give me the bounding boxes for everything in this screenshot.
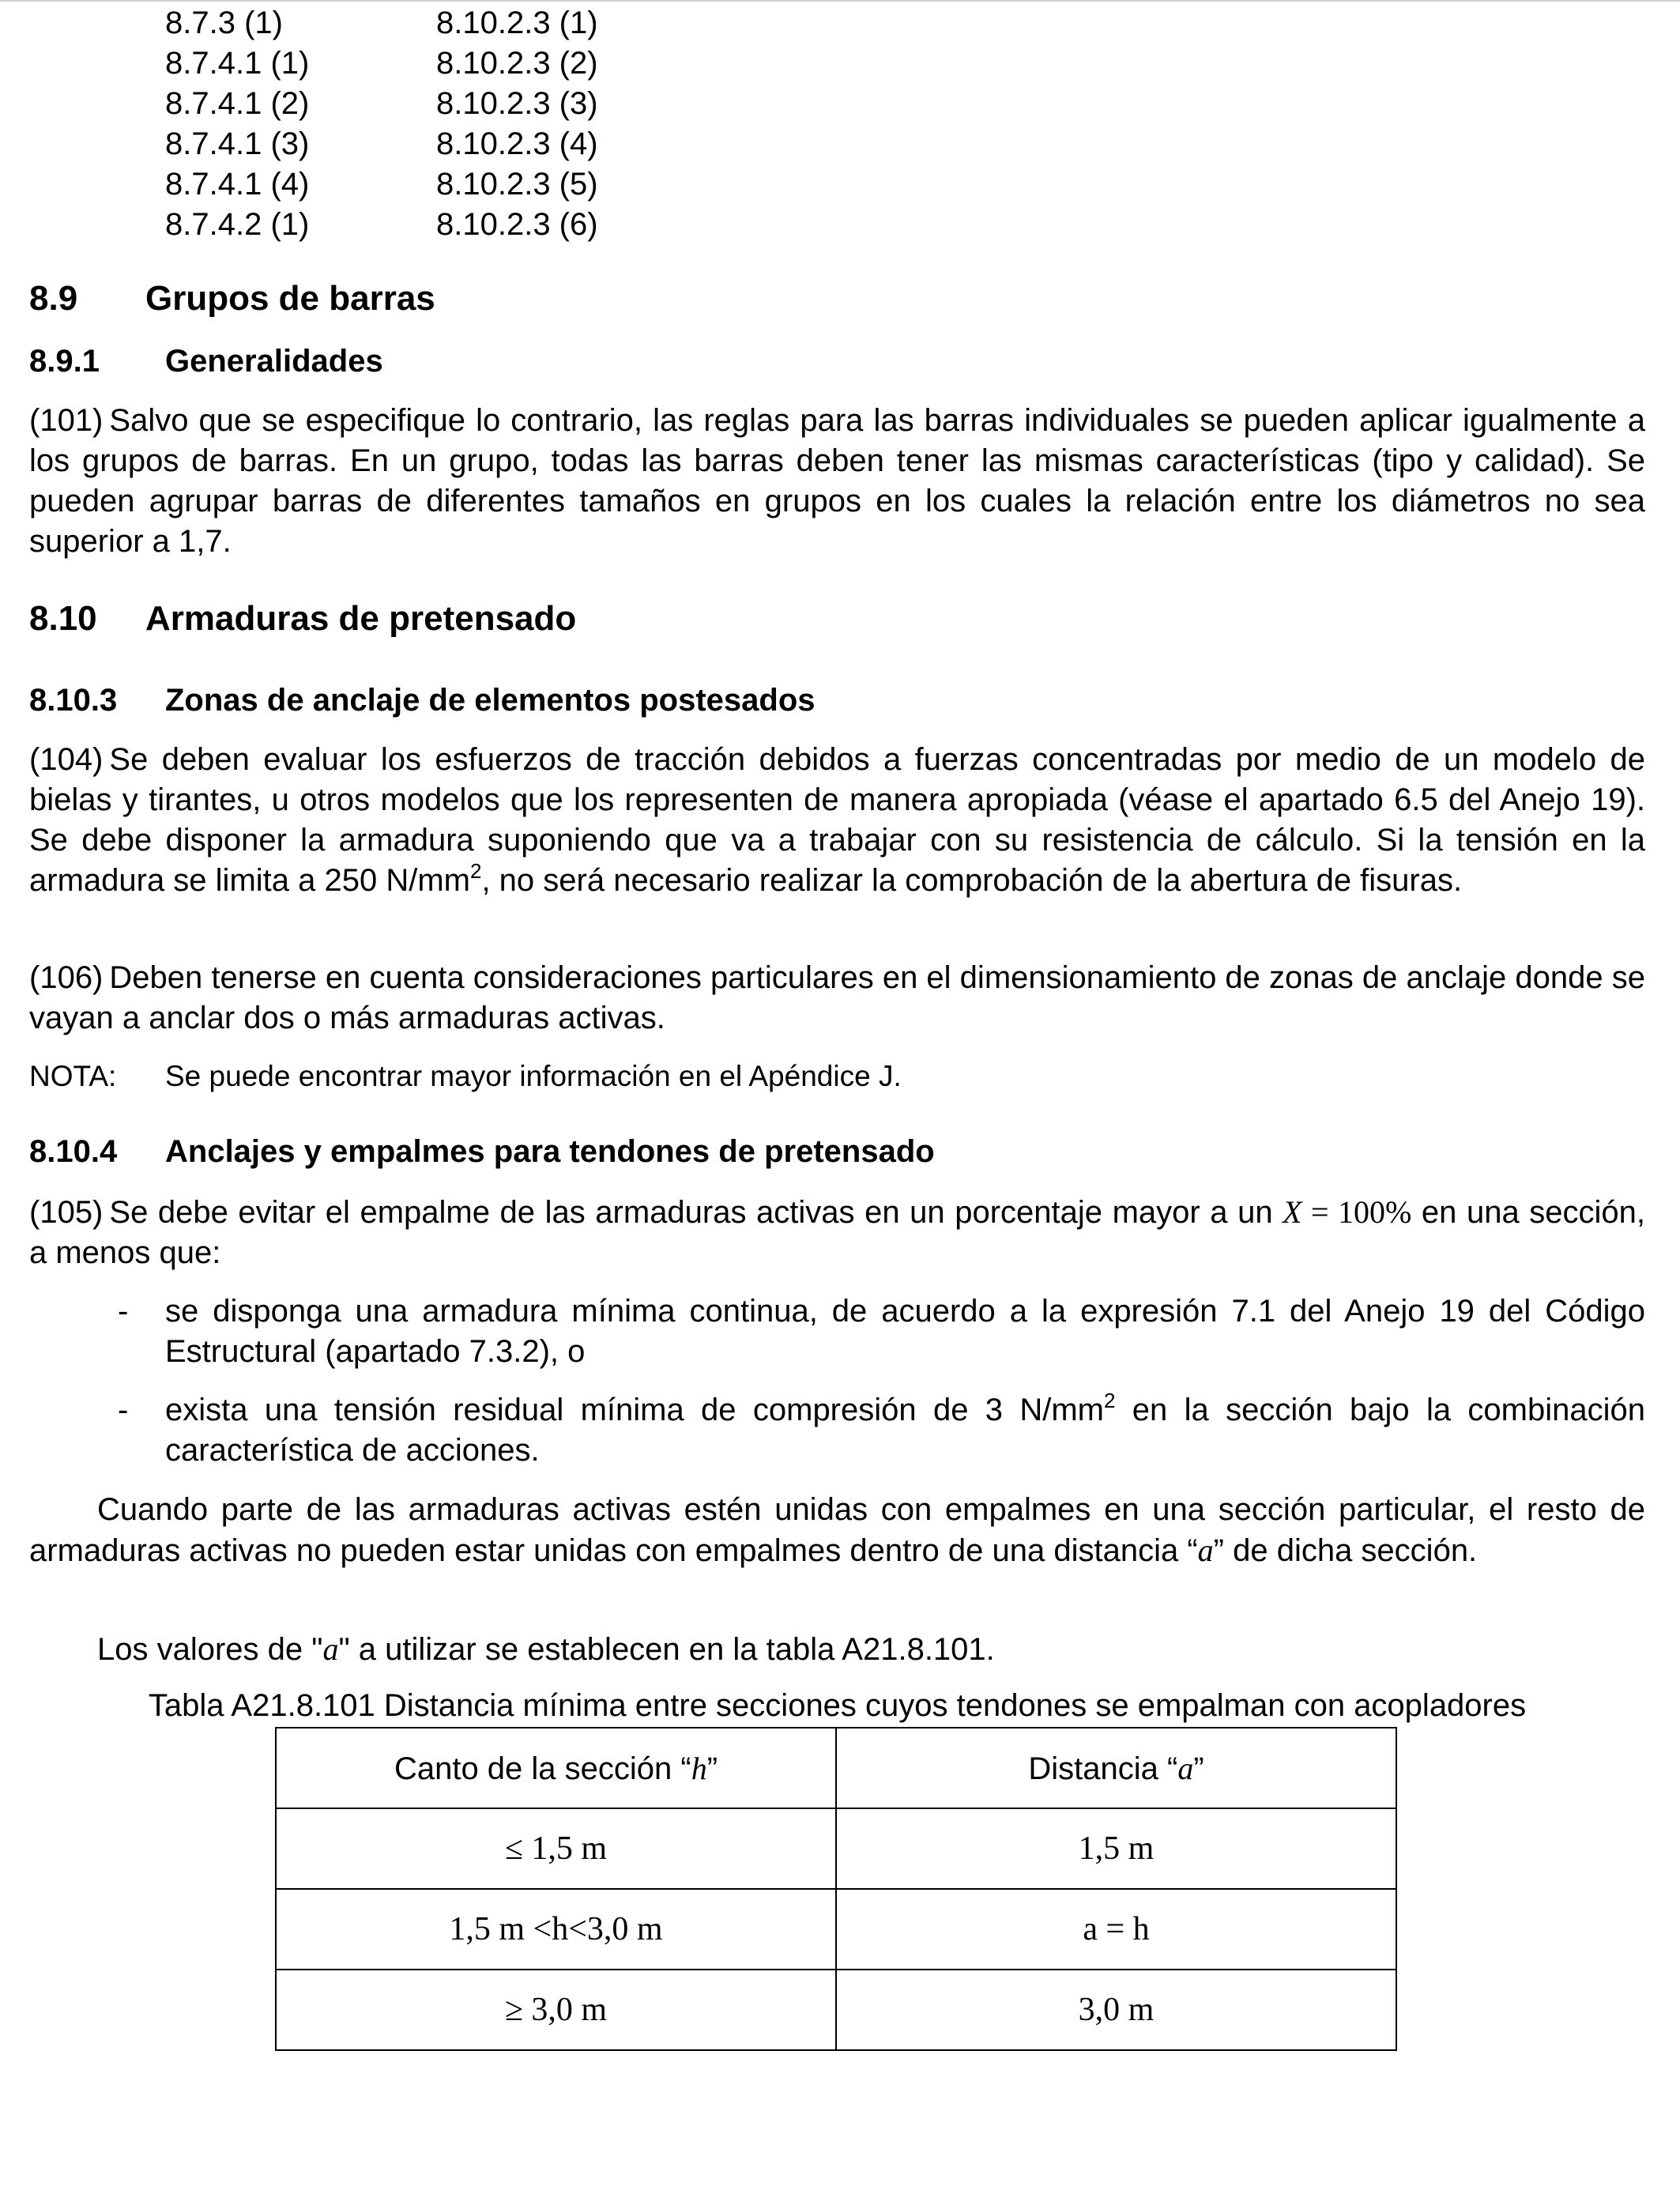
- table-caption: Tabla A21.8.101 Distancia mínima entre secciones cuyos tendones se empalman con acopladores: [148, 1688, 1527, 1723]
- bullet-text: se disponga una armadura mínima continua, de acuerdo a la expresión 7.1 del Anejo 19 del Código Estructural (apartado 7.3.2), o: [165, 1294, 1645, 1369]
- math-variable: X: [1283, 1194, 1302, 1230]
- paragraph-valores: [29, 1629, 1645, 1670]
- superscript: 2: [469, 858, 482, 883]
- bullet-dash: -: [118, 1393, 129, 1427]
- reference-row: [165, 124, 598, 164]
- section-title: Armaduras de pretensado: [145, 599, 577, 638]
- note-text: Se puede encontrar mayor información en el Apéndice J.: [165, 1060, 902, 1092]
- paragraph-text-end: " a utilizar se establecen en la tabla A21.8.101.: [338, 1632, 995, 1667]
- bullet-item: [29, 1390, 1645, 1471]
- page-top-border: [0, 0, 1680, 2]
- subsection-title: Zonas de anclaje de elementos postesados: [165, 683, 816, 718]
- table-row: [276, 1808, 1396, 1889]
- reference-right: 8.10.2.3 (2): [436, 46, 598, 81]
- subsection-title: Anclajes y empalmes para tendones de pretensado: [165, 1134, 935, 1169]
- bullet-text: [165, 1390, 1645, 1471]
- reference-list: [165, 3, 598, 245]
- paragraph-101: [29, 401, 1645, 562]
- paragraph-text-end: , no será necesario realizar la comprobación de la abertura de fisuras.: [481, 863, 1463, 898]
- paragraph-105: [29, 1192, 1645, 1273]
- paragraph-cuando: [29, 1490, 1645, 1571]
- reference-left: 8.7.4.1 (1): [165, 46, 310, 81]
- reference-right: 8.10.2.3 (6): [436, 207, 598, 242]
- subsection-heading-8-9-1: [29, 341, 383, 382]
- paragraph-text: Deben tenerse en cuenta consideraciones particulares en el dimensionamiento de zonas de anclaje donde se vayan a anclar dos o más armaduras activas.: [29, 960, 1645, 1035]
- paragraph-text: Se debe evitar el empalme de las armaduras activas en un porcentaje mayor a un: [109, 1195, 1283, 1230]
- reference-right: 8.10.2.3 (4): [436, 126, 598, 161]
- bullet-text-end: en la sección bajo la combinación característica de acciones.: [165, 1393, 1646, 1468]
- table-cell: a = h: [836, 1889, 1396, 1970]
- paragraph-text-end: ” de dicha sección.: [1213, 1533, 1478, 1568]
- superscript: 2: [1104, 1388, 1116, 1412]
- paragraph-106: [29, 958, 1645, 1039]
- paragraph-text: Salvo que se especifique lo contrario, las reglas para las barras individuales se pueden aplicar igualmente a los grupos de barras. En un grupo, todas las barras deben tener las mismas características (tipo y calidad). Se pueden agrupar barras de diferentes tamaños en grupos en los cuales la relación entre los diámetros no sea superior a 1,7.: [29, 403, 1645, 559]
- reference-left: 8.7.3 (1): [165, 6, 283, 40]
- paragraph-text-end: en una sección, a menos que:: [29, 1195, 1645, 1270]
- header-text: Distancia “: [1028, 1751, 1178, 1786]
- table-row: [276, 1889, 1396, 1970]
- paragraph-text: Se deben evaluar los esfuerzos de tracción debidos a fuerzas concentradas por medio de un modelo de bielas y tirantes, u otros modelos que los representen de manera apropiada (véase el apartado 6.5 del Anejo 19). Se debe disponer la armadura suponiendo que va a trabajar con su resistencia de cálculo. Si la tensión en la armadura se limita a 250 N/mm: [29, 742, 1645, 898]
- section-number: 8.9: [29, 279, 78, 318]
- reference-left: 8.7.4.1 (3): [165, 126, 310, 161]
- paragraph-number: (106): [29, 960, 104, 995]
- section-heading-8-10: [29, 597, 576, 641]
- reference-row: [165, 3, 598, 43]
- reference-row: [165, 84, 598, 124]
- header-text: Canto de la sección “: [394, 1751, 691, 1786]
- reference-row: [165, 43, 598, 84]
- bullet-dash: -: [118, 1294, 129, 1329]
- paragraph-number: (101): [29, 403, 104, 438]
- section-number: 8.10: [29, 599, 97, 638]
- bullet-text-start: exista una tensión residual mínima de compresión de 3 N/mm: [165, 1393, 1104, 1427]
- header-math: a: [1177, 1750, 1194, 1786]
- note-label: NOTA:: [29, 1060, 117, 1092]
- paragraph-text: Los valores de ": [97, 1632, 323, 1667]
- table-header-cell: [836, 1728, 1396, 1808]
- distance-table: [275, 1727, 1397, 2051]
- table-cell: 3,0 m: [836, 1970, 1396, 2050]
- table-row: [276, 1970, 1396, 2050]
- paragraph-text: Cuando parte de las armaduras activas estén unidas con empalmes en una sección particular, el resto de armaduras activas no pueden estar unidas con empalmes dentro de una distancia “: [29, 1492, 1645, 1568]
- table-cell: ≥ 3,0 m: [276, 1970, 836, 2050]
- reference-row: [165, 205, 598, 245]
- math-expression: = 100%: [1301, 1194, 1412, 1230]
- reference-left: 8.7.4.2 (1): [165, 207, 310, 242]
- subsection-title: Generalidades: [165, 344, 383, 379]
- subsection-number: 8.10.3: [29, 683, 118, 718]
- subsection-number: 8.10.4: [29, 1134, 118, 1169]
- reference-left: 8.7.4.1 (4): [165, 167, 310, 202]
- section-title: Grupos de barras: [145, 279, 435, 318]
- bullet-item: [29, 1291, 1645, 1372]
- table-header-cell: [276, 1728, 836, 1808]
- subsection-number: 8.9.1: [29, 344, 100, 379]
- table-header-row: [276, 1728, 1396, 1808]
- note: [29, 1057, 902, 1096]
- reference-right: 8.10.2.3 (1): [436, 6, 598, 40]
- paragraph-number: (104): [29, 742, 104, 777]
- subsection-heading-8-10-3: [29, 680, 816, 721]
- reference-row: [165, 164, 598, 205]
- section-heading-8-9: [29, 277, 435, 321]
- subsection-heading-8-10-4: [29, 1131, 935, 1172]
- math-variable: a: [322, 1631, 339, 1667]
- table-cell: 1,5 m <h<3,0 m: [276, 1889, 836, 1970]
- header-quote: ”: [706, 1751, 718, 1786]
- header-quote: ”: [1193, 1751, 1204, 1786]
- paragraph-number: (105): [29, 1195, 104, 1230]
- header-math: h: [691, 1750, 707, 1786]
- math-variable: a: [1197, 1532, 1214, 1568]
- table-cell: ≤ 1,5 m: [276, 1808, 836, 1889]
- reference-left: 8.7.4.1 (2): [165, 86, 310, 121]
- reference-right: 8.10.2.3 (3): [436, 86, 598, 121]
- table-cell: 1,5 m: [836, 1808, 1396, 1889]
- paragraph-104: [29, 740, 1645, 901]
- reference-right: 8.10.2.3 (5): [436, 167, 598, 202]
